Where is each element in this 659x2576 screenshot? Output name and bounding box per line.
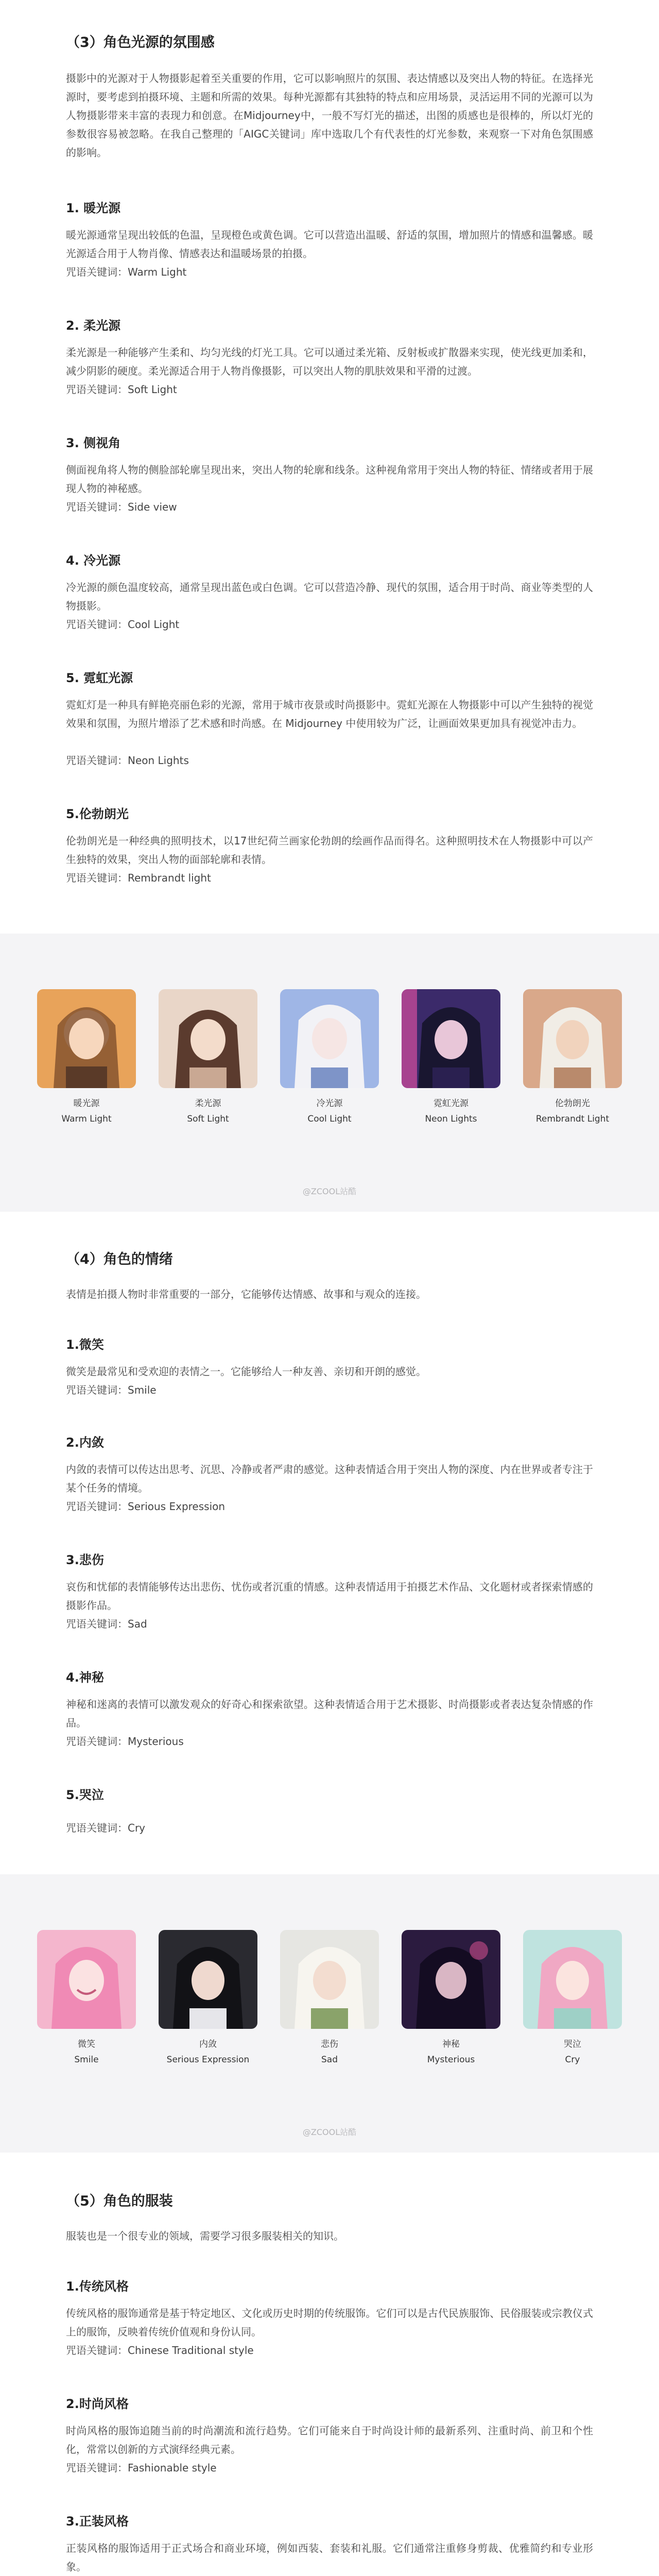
lighting-item-keyword: 咒语关键词：Cool Light (66, 618, 180, 631)
gallery-caption-cn: 微笑 (78, 2039, 95, 2049)
lighting-item-heading: 4. 冷光源 (66, 553, 121, 568)
gallery-caption-en: Sad (321, 2055, 338, 2065)
emotion-item-keyword: 咒语关键词：Serious Expression (66, 1500, 226, 1513)
clothing-item-keyword: 咒语关键词：Chinese Traditional style (66, 2344, 254, 2357)
lighting-item-heading: 2. 柔光源 (66, 318, 121, 333)
clothing-item-keyword: 咒语关键词：Fashionable style (66, 2462, 217, 2474)
section-title-lighting: （3）角色光源的氛围感 (66, 35, 215, 50)
lighting-item-keyword: 咒语关键词：Side view (66, 501, 177, 513)
gallery-caption-en: Rembrandt Light (535, 1114, 610, 1124)
portrait-image (159, 1930, 257, 2029)
gallery-caption-cn: 柔光源 (195, 1098, 221, 1109)
portrait-image (402, 989, 500, 1088)
emotion-item-keyword: 咒语关键词：Smile (66, 1384, 157, 1396)
section-title-emotion: （4）角色的情绪 (66, 1251, 173, 1267)
portrait-image (159, 989, 257, 1088)
gallery-caption-en: Warm Light (61, 1114, 112, 1124)
gallery-card (523, 1930, 622, 2066)
gallery-caption-en: Soft Light (187, 1114, 229, 1124)
lighting-item-desc: 暖光源通常呈现出较低的色温，呈现橙色或黄色调。它可以营造出温暖、舒适的氛围，增加照片的情感和温馨感。暖光源适合用于人物肖像、情感表达和温暖场景的拍摄。 (66, 229, 593, 260)
emotion-item-heading: 3.悲伤 (66, 1553, 104, 1567)
lighting-intro: 摄影中的光源对于人物摄影起着至关重要的作用，它可以影响照片的氛围、表达情感以及突出人物的特征。在选择光源时，要考虑到拍摄环境、主题和所需的效果。每种光源都有其独特的特点和应用场景，灵活运用不同的光源可以为人物摄影带来丰富的表现力和创意。在Midjourney中，一般不写灯光的描述，出图的质感也是很棒的，所以灯光的参数很容易被忽略。在我自己整理的「AIGC关键词」库中选取几个有代表性的灯光参数，来观察一下对角色氛围感的影响。 (66, 72, 593, 159)
emotion-item-desc: 神秘和迷离的表情可以激发观众的好奇心和探索欲望。这种表情适合用于艺术摄影、时尚摄影或者表达复杂情感的作品。 (66, 1698, 593, 1729)
gallery-card (37, 989, 136, 1125)
emotion-intro: 表情是拍摄人物时非常重要的一部分，它能够传达情感、故事和与观众的连接。 (66, 1288, 426, 1300)
emotion-item-desc: 哀伤和忧郁的表情能够传达出悲伤、忧伤或者沉重的情感。这种表情适用于拍摄艺术作品、文化题材或者探索情感的摄影作品。 (66, 1581, 593, 1612)
portrait-image (280, 989, 379, 1088)
gallery-caption-cn: 哭泣 (564, 2039, 581, 2049)
gallery-card (280, 989, 379, 1125)
emotion-item-keyword: 咒语关键词：Sad (66, 1618, 147, 1630)
emotion-item-heading: 5.哭泣 (66, 1788, 104, 1802)
emotion-item-heading: 1.微笑 (66, 1337, 104, 1352)
watermark: @ZCOOL站酷 (302, 1187, 357, 1196)
gallery-caption-en: Cry (565, 2055, 580, 2065)
lighting-item-heading: 5.伦勃朗光 (66, 807, 129, 821)
gallery-card (280, 1930, 379, 2066)
gallery-caption-cn: 内敛 (199, 2039, 217, 2049)
lighting-item-desc: 柔光源是一种能够产生柔和、均匀光线的灯光工具。它可以通过柔光箱、反射板或扩散器来实现，使光线更加柔和，减少阴影的硬度。柔光源适合用于人物肖像摄影，可以突出人物的肌肤效果和平滑的过渡。 (66, 346, 593, 377)
emotion-item-keyword: 咒语关键词：Cry (66, 1822, 146, 1834)
gallery-card (159, 989, 257, 1125)
gallery-card (159, 1930, 257, 2066)
watermark: @ZCOOL站酷 (302, 2127, 357, 2137)
portrait-image (37, 989, 136, 1088)
lighting-item-desc: 伦勃朗光是一种经典的照明技术，以17世纪荷兰画家伦勃朗的绘画作品而得名。这种照明技术在人物摄影中可以产生独特的效果，突出人物的面部轮廓和表情。 (66, 835, 593, 866)
emotion-item-desc: 内敛的表情可以传达出思考、沉思、冷静或者严肃的感觉。这种表情适合用于突出人物的深度、内在世界或者专注于某个任务的情境。 (66, 1463, 593, 1494)
clothing-item-desc: 传统风格的服饰通常是基于特定地区、文化或历史时期的传统服饰。它们可以是古代民族服饰、民俗服装或宗教仪式上的服饰，反映着传统价值观和身份认同。 (66, 2307, 593, 2338)
gallery-caption-en: Neon Lights (425, 1114, 477, 1124)
lighting-item-keyword: 咒语关键词：Soft Light (66, 383, 177, 396)
lighting-gallery (0, 934, 659, 1212)
gallery-caption-cn: 霓虹光源 (433, 1098, 469, 1109)
clothing-item-heading: 2.时尚风格 (66, 2397, 129, 2411)
gallery-caption-cn: 神秘 (442, 2039, 460, 2049)
emotion-item-keyword: 咒语关键词：Mysterious (66, 1735, 184, 1748)
lighting-item-keyword: 咒语关键词：Rembrandt light (66, 872, 211, 884)
lighting-item-keyword: 咒语关键词：Warm Light (66, 266, 187, 278)
lighting-item-desc: 侧面视角将人物的侧脸部轮廓呈现出来，突出人物的轮廓和线条。这种视角常用于突出人物的特征、情绪或者用于展现人物的神秘感。 (66, 464, 593, 495)
portrait-image (37, 1930, 136, 2029)
portrait-image (523, 1930, 622, 2029)
gallery-caption-en: Smile (74, 2055, 99, 2065)
emotion-item-heading: 4.神秘 (66, 1670, 104, 1685)
lighting-item-desc: 霓虹灯是一种具有鲜艳亮丽色彩的光源，常用于城市夜景或时尚摄影中。霓虹光源在人物摄影中可以产生独特的视觉效果和氛围，为照片增添了艺术感和时尚感。在 Midjourney 中使用较为广泛，让画面效果更加具有视觉冲击力。 (66, 699, 593, 730)
gallery-card (402, 1930, 500, 2066)
gallery-caption-en: Mysterious (427, 2055, 475, 2065)
gallery-card (523, 989, 622, 1125)
emotion-gallery (0, 1874, 659, 2153)
section-title-clothing: （5）角色的服装 (66, 2193, 173, 2209)
lighting-item-keyword: 咒语关键词：Neon Lights (66, 754, 189, 767)
lighting-item-heading: 5. 霓虹光源 (66, 671, 133, 685)
gallery-caption-en: Cool Light (307, 1114, 352, 1124)
lighting-item-desc: 冷光源的颜色温度较高，通常呈现出蓝色或白色调。它可以营造冷静、现代的氛围，适合用于时尚、商业等类型的人物摄影。 (66, 581, 593, 612)
gallery-caption-cn: 伦勃朗光 (555, 1098, 590, 1109)
portrait-image (280, 1930, 379, 2029)
gallery-caption-cn: 冷光源 (316, 1098, 343, 1109)
lighting-item-heading: 1. 暖光源 (66, 201, 121, 215)
emotion-item-heading: 2.内敛 (66, 1435, 104, 1450)
gallery-card (37, 1930, 136, 2066)
gallery-caption-cn: 悲伤 (321, 2039, 338, 2049)
emotion-item-desc: 微笑是最常见和受欢迎的表情之一。它能够给人一种友善、亲切和开朗的感觉。 (66, 1365, 426, 1378)
gallery-caption-en: Serious Expression (166, 2055, 250, 2065)
clothing-item-desc: 时尚风格的服饰追随当前的时尚潮流和流行趋势。它们可能来自于时尚设计师的最新系列、注重时尚、前卫和个性化，常常以创新的方式演绎经典元素。 (66, 2425, 593, 2455)
portrait-image (402, 1930, 500, 2029)
lighting-item-heading: 3. 侧视角 (66, 436, 121, 450)
gallery-card (402, 989, 500, 1125)
clothing-intro: 服装也是一个很专业的领域，需要学习很多服装相关的知识。 (66, 2230, 344, 2242)
portrait-image (523, 989, 622, 1088)
clothing-item-desc: 正装风格的服饰适用于正式场合和商业环境，例如西装、套装和礼服。它们通常注重修身剪裁、优雅简约和专业形象。 (66, 2542, 593, 2573)
clothing-item-heading: 1.传统风格 (66, 2279, 129, 2294)
clothing-item-heading: 3.正装风格 (66, 2514, 129, 2529)
gallery-caption-cn: 暖光源 (73, 1098, 100, 1109)
